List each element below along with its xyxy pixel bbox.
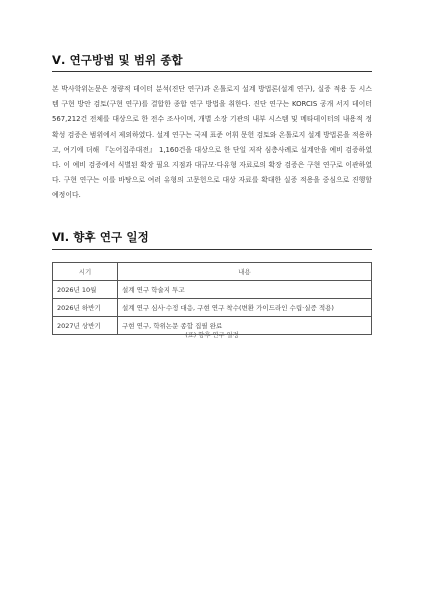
table-cell-content: 설계 연구 심사·수정 대응, 구현 연구 착수(변환 가이드라인 수립·실증 적용) [118,299,372,317]
column-header-content: 내용 [118,263,372,281]
section-title-underline [52,71,372,72]
column-header-period: 시기 [53,263,118,281]
table-cell-content: 설계 연구 학술지 투고 [118,281,372,299]
section-title-underline [52,249,372,250]
table-caption: (표) 향후 연구 일정 [185,332,239,339]
table-cell-period: 2026년 10월 [53,281,118,299]
table-cell-content: 구현 연구, 학위논문 종합 집필 완료 [118,317,372,335]
table-header-row [53,263,372,281]
section-title-research-methods: Ⅴ. 연구방법 및 범위 종합 [52,53,183,67]
section-title-future-schedule: Ⅵ. 향후 연구 일정 [52,230,149,244]
research-methods-paragraph: 본 박사학위논문은 정량적 데이터 분석(진단 연구)과 온톨로지 설계 방법론(설계 연구), 실증 적용 등 시스템 구현 방안 검토(구현 연구)를 결합한 종합 연구 방법을 취한다. 진단 연구는 KORCIS 공개 서지 데이터 567,212건 전체를 대상으로 한 전수 조사이며, 개별 소장 기관의 내부 시스템 및 메타데이터의 내용적 정확성 검증은 범위에서 제외하였다. 설계 연구는 국제 표준 어휘 문헌 검토와 온톨로지 설계 방법론을 적용하고, 여기에 더해 『논어집주대전』 1,160건을 대상으로 한 단일 저작 심층사례로 설계안을 예비 검증하였다. 이 예비 검증에서 식별된 확장 필요 지점과 대규모·다유형 자료로의 확장 검증은 구현 연구로 이관하였다. 구현 연구는 이를 바탕으로 여러 유형의 고문헌으로 대상 자료를 확대한 실증 적용을 중심으로 진행할 예정이다. [52,85,372,200]
table-row [53,299,372,317]
table-cell-period: 2026년 하반기 [53,299,118,317]
table-row [53,281,372,299]
table-cell-period: 2027년 상반기 [53,317,118,335]
schedule-table [52,262,372,335]
